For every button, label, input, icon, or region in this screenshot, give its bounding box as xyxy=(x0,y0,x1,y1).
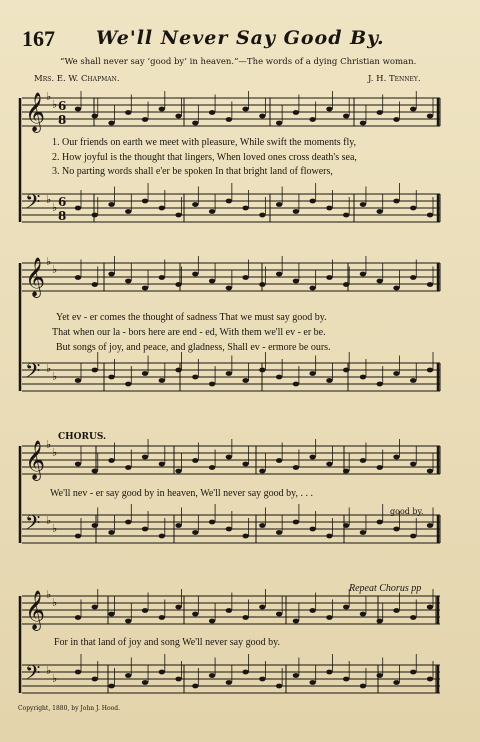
treble-note xyxy=(326,462,332,467)
treble-clef: 𝄞 xyxy=(25,440,46,480)
bass-note xyxy=(309,199,315,204)
bass-note xyxy=(75,534,81,539)
bass-note xyxy=(410,670,416,675)
bass-note xyxy=(108,530,114,535)
treble-note xyxy=(175,282,181,287)
bass-note xyxy=(175,213,181,218)
verse-2-line-1: 2. How joyful is the thought that lingers, When loved ones cross death's sea, xyxy=(52,152,357,163)
treble-note xyxy=(309,455,315,460)
bass-note xyxy=(209,209,215,214)
bass-note xyxy=(377,520,383,525)
treble-note xyxy=(343,469,349,474)
treble-note xyxy=(326,107,332,112)
treble-note xyxy=(226,117,232,122)
treble-note xyxy=(92,469,98,474)
treble-note xyxy=(393,455,399,460)
bass-note xyxy=(226,371,232,376)
bass-note xyxy=(75,206,81,211)
bass-note xyxy=(276,530,282,535)
bass-note xyxy=(209,673,215,678)
lyricist-credit: Mrs. E. W. Chapman. xyxy=(34,74,120,84)
treble-note xyxy=(377,465,383,470)
bass-note xyxy=(242,670,248,675)
treble-note xyxy=(92,605,98,610)
treble-note xyxy=(125,465,131,470)
flat-sign: ♭ xyxy=(46,664,52,677)
bass-note xyxy=(393,680,399,685)
treble-note xyxy=(209,465,215,470)
bass-note xyxy=(360,202,366,207)
treble-note xyxy=(159,107,165,112)
bass-note xyxy=(159,378,165,383)
epigraph: “We shall never say ‘good by’ in heaven.”—The words of a dying Christian woman. xyxy=(60,57,417,67)
treble-note xyxy=(142,117,148,122)
treble-note xyxy=(209,110,215,115)
bass-note xyxy=(410,534,416,539)
flat-sign: ♭ xyxy=(52,98,58,111)
bass-note xyxy=(159,534,165,539)
bass-note xyxy=(159,670,165,675)
bass-clef: 𝄢 xyxy=(25,190,41,218)
treble-note xyxy=(259,605,265,610)
treble-note xyxy=(427,605,433,610)
flat-sign: ♭ xyxy=(46,255,52,268)
treble-note xyxy=(410,462,416,467)
flat-sign: ♭ xyxy=(46,588,52,601)
bass-note xyxy=(276,202,282,207)
treble-note xyxy=(393,117,399,122)
treble-note xyxy=(192,612,198,617)
treble-note xyxy=(293,110,299,115)
treble-note xyxy=(427,282,433,287)
verse-3-line-1: 3. No parting words shall e'er be spoken In that bright land of flowers, xyxy=(52,166,333,177)
bass-note xyxy=(92,677,98,682)
bass-note xyxy=(125,209,131,214)
flat-sign: ♭ xyxy=(52,596,58,609)
treble-note xyxy=(293,619,299,624)
treble-note xyxy=(326,275,332,280)
bass-note xyxy=(92,213,98,218)
treble-note xyxy=(108,121,114,126)
bass-note xyxy=(343,523,349,528)
treble-clef: 𝄞 xyxy=(25,257,46,297)
flat-sign: ♭ xyxy=(52,672,58,685)
treble-note xyxy=(125,619,131,624)
treble-note xyxy=(242,462,248,467)
chorus-lyric-1: We'll nev - er say good by in heaven, We'll never say good by, . . . xyxy=(50,488,314,499)
treble-note xyxy=(377,110,383,115)
treble-note xyxy=(343,605,349,610)
treble-note xyxy=(377,619,383,624)
treble-note xyxy=(242,615,248,620)
bass-note xyxy=(326,206,332,211)
bass-note xyxy=(309,680,315,685)
treble-note xyxy=(159,615,165,620)
treble-note xyxy=(360,121,366,126)
time-signature: 8 xyxy=(58,113,67,127)
bass-note xyxy=(92,523,98,528)
bass-note xyxy=(259,213,265,218)
treble-note xyxy=(108,612,114,617)
bass-note xyxy=(175,677,181,682)
bass-note xyxy=(142,371,148,376)
bass-note xyxy=(427,523,433,528)
treble-note xyxy=(242,107,248,112)
bass-note xyxy=(276,684,282,689)
bass-note xyxy=(108,202,114,207)
bass-clef: 𝄢 xyxy=(25,359,41,387)
bass-note xyxy=(175,368,181,373)
treble-note xyxy=(410,275,416,280)
treble-note xyxy=(125,279,131,284)
bass-note xyxy=(142,199,148,204)
bass-note xyxy=(343,368,349,373)
treble-note xyxy=(276,121,282,126)
flat-sign: ♭ xyxy=(46,438,52,451)
bass-note xyxy=(393,371,399,376)
bass-note xyxy=(326,670,332,675)
bass-note xyxy=(92,368,98,373)
treble-note xyxy=(276,458,282,463)
bass-note xyxy=(125,673,131,678)
treble-note xyxy=(293,465,299,470)
treble-clef: 𝄞 xyxy=(25,590,46,630)
bass-note xyxy=(259,677,265,682)
treble-note xyxy=(142,286,148,291)
treble-note xyxy=(159,275,165,280)
bass-note xyxy=(259,523,265,528)
bass-note xyxy=(242,206,248,211)
treble-note xyxy=(242,275,248,280)
treble-note xyxy=(175,114,181,119)
bass-note xyxy=(309,371,315,376)
bass-note xyxy=(192,684,198,689)
bass-note xyxy=(343,213,349,218)
treble-note xyxy=(75,615,81,620)
treble-note xyxy=(159,462,165,467)
bass-note xyxy=(427,368,433,373)
treble-note xyxy=(309,286,315,291)
bass-note xyxy=(360,375,366,380)
treble-note xyxy=(410,615,416,620)
bass-note xyxy=(309,527,315,532)
treble-note xyxy=(377,279,383,284)
treble-note xyxy=(192,458,198,463)
treble-clef: 𝄞 xyxy=(25,92,46,132)
bass-note xyxy=(326,534,332,539)
composer-credit: J. H. Tenney. xyxy=(368,74,421,84)
verse-1-line-2: Yet ev - er comes the thought of sadness That we must say good by. xyxy=(56,312,327,323)
bass-note xyxy=(209,520,215,525)
treble-note xyxy=(293,279,299,284)
bass-note xyxy=(75,670,81,675)
treble-note xyxy=(92,114,98,119)
bass-note xyxy=(108,684,114,689)
treble-note xyxy=(309,117,315,122)
treble-note xyxy=(75,107,81,112)
bass-note xyxy=(209,382,215,387)
treble-note xyxy=(259,114,265,119)
flat-sign: ♭ xyxy=(46,514,52,527)
bass-note xyxy=(410,206,416,211)
flat-sign: ♭ xyxy=(52,263,58,276)
flat-sign: ♭ xyxy=(52,201,58,214)
verse-2-line-2: That when our la - bors here are end - ed, With them we'll ev - er be. xyxy=(52,327,326,338)
flat-sign: ♭ xyxy=(52,446,58,459)
flat-sign: ♭ xyxy=(46,90,52,103)
bass-note xyxy=(159,206,165,211)
treble-note xyxy=(175,605,181,610)
bass-note xyxy=(427,213,433,218)
bass-clef: 𝄢 xyxy=(25,511,41,539)
treble-note xyxy=(75,275,81,280)
bass-note xyxy=(142,680,148,685)
repeat-chorus-direction: Repeat Chorus pp xyxy=(349,583,422,594)
bass-echo-lyric: good by. xyxy=(390,507,424,516)
treble-note xyxy=(259,469,265,474)
bass-note xyxy=(192,202,198,207)
treble-note xyxy=(75,462,81,467)
bass-note xyxy=(226,199,232,204)
bass-note xyxy=(125,520,131,525)
treble-note xyxy=(226,455,232,460)
bass-note xyxy=(377,673,383,678)
verse-1-line-1: 1. Our friends on earth we meet with pleasure, While swift the moments fly, xyxy=(52,137,357,148)
bass-note xyxy=(142,527,148,532)
flat-sign: ♭ xyxy=(52,370,58,383)
bass-note xyxy=(377,209,383,214)
treble-note xyxy=(209,619,215,624)
bass-note xyxy=(108,375,114,380)
treble-note xyxy=(343,114,349,119)
treble-note xyxy=(360,612,366,617)
hymn-title: We'll Never Say Good By. xyxy=(96,27,385,49)
treble-note xyxy=(192,272,198,277)
treble-note xyxy=(259,282,265,287)
bass-note xyxy=(410,378,416,383)
bass-note xyxy=(393,527,399,532)
treble-note xyxy=(360,272,366,277)
treble-note xyxy=(360,458,366,463)
verse-3-line-2: But songs of joy, and peace, and gladness, Shall ev - ermore be ours. xyxy=(56,342,331,353)
bass-note xyxy=(360,530,366,535)
bass-note xyxy=(326,378,332,383)
bass-note xyxy=(276,375,282,380)
hymn-number: 167 xyxy=(22,26,55,51)
time-signature: 6 xyxy=(58,99,67,113)
bass-note xyxy=(293,209,299,214)
time-signature: 8 xyxy=(58,209,67,223)
bass-note xyxy=(427,677,433,682)
bass-note xyxy=(75,378,81,383)
bass-clef: 𝄢 xyxy=(25,661,41,689)
bass-note xyxy=(343,677,349,682)
bass-note xyxy=(393,199,399,204)
chorus-label: CHORUS. xyxy=(58,432,107,442)
bass-note xyxy=(259,368,265,373)
bass-note xyxy=(377,382,383,387)
treble-note xyxy=(125,110,131,115)
treble-note xyxy=(142,608,148,613)
treble-note xyxy=(209,279,215,284)
time-signature: 6 xyxy=(58,195,67,209)
treble-note xyxy=(410,107,416,112)
treble-note xyxy=(393,608,399,613)
bass-note xyxy=(242,534,248,539)
treble-note xyxy=(309,608,315,613)
bass-note xyxy=(360,684,366,689)
treble-note xyxy=(226,286,232,291)
treble-note xyxy=(108,272,114,277)
treble-note xyxy=(175,469,181,474)
bass-note xyxy=(226,680,232,685)
bass-note xyxy=(192,530,198,535)
treble-note xyxy=(343,282,349,287)
flat-sign: ♭ xyxy=(46,193,52,206)
bass-note xyxy=(226,527,232,532)
bass-note xyxy=(293,382,299,387)
bass-note xyxy=(293,520,299,525)
treble-note xyxy=(192,121,198,126)
treble-note xyxy=(427,469,433,474)
flat-sign: ♭ xyxy=(46,362,52,375)
copyright-notice: Copyright, 1880, by John J. Hood. xyxy=(18,705,120,712)
treble-note xyxy=(276,272,282,277)
chorus-lyric-2: For in that land of joy and song We'll never say good by. xyxy=(54,637,280,648)
bass-note xyxy=(242,378,248,383)
bass-note xyxy=(125,382,131,387)
treble-note xyxy=(142,455,148,460)
treble-note xyxy=(427,114,433,119)
bass-note xyxy=(175,523,181,528)
treble-note xyxy=(226,608,232,613)
bass-note xyxy=(293,673,299,678)
treble-note xyxy=(276,612,282,617)
treble-note xyxy=(108,458,114,463)
treble-note xyxy=(92,282,98,287)
treble-note xyxy=(393,286,399,291)
bass-note xyxy=(192,375,198,380)
treble-note xyxy=(326,615,332,620)
flat-sign: ♭ xyxy=(52,522,58,535)
